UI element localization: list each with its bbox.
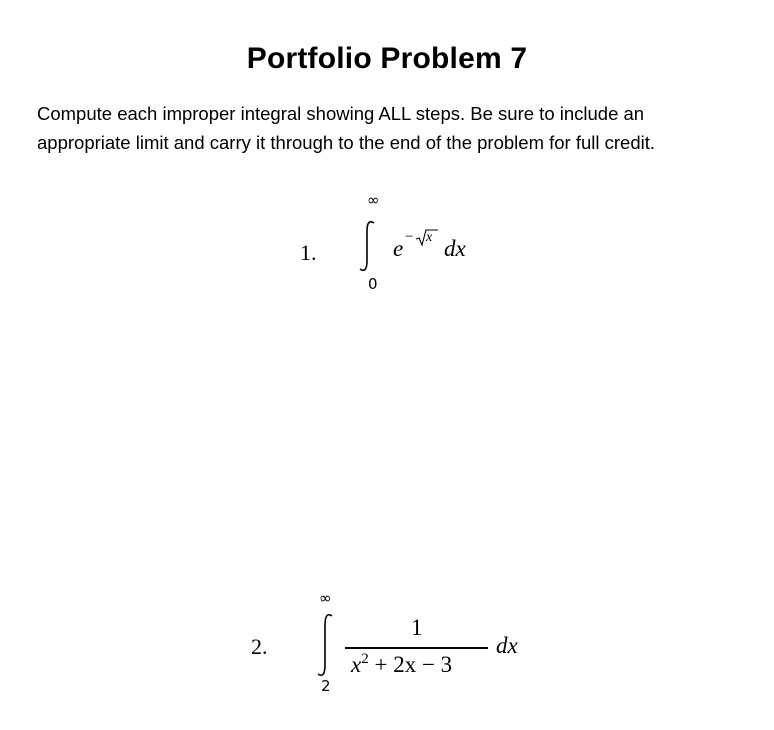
integrand-base: e: [393, 236, 404, 261]
instructions-paragraph: Compute each improper integral showing ALL steps. Be sure to include an appropriate limit and carry it through to the end of the problem for full credit.: [37, 103, 656, 153]
problem-2-upper-limit: ∞: [319, 589, 332, 607]
denominator-variable: x: [351, 652, 362, 677]
problem-1-upper-limit: ∞: [367, 191, 380, 209]
integral-sign-icon: [356, 219, 380, 273]
fraction-numerator: 1: [411, 615, 423, 640]
denominator-rest: + 2x − 3: [368, 652, 453, 677]
fraction-denominator: [351, 652, 452, 678]
exponent-variable: x: [426, 230, 433, 245]
exponent-sign: −: [405, 229, 414, 245]
problem-2-lower-limit: 2: [321, 677, 331, 695]
integral-sign-icon: [313, 612, 337, 678]
problem-2-differential: dx: [496, 633, 518, 658]
page-title: Portfolio Problem 7: [246, 42, 528, 75]
fraction-bar: [345, 647, 488, 649]
problem-1-differential: dx: [444, 236, 466, 261]
denominator-power: 2: [361, 651, 369, 667]
problem-1-lower-limit: 0: [368, 275, 378, 293]
problem-2-number: 2.: [251, 634, 268, 659]
problem-1-integrand: [393, 236, 403, 262]
problem-1-number: 1.: [300, 240, 317, 265]
